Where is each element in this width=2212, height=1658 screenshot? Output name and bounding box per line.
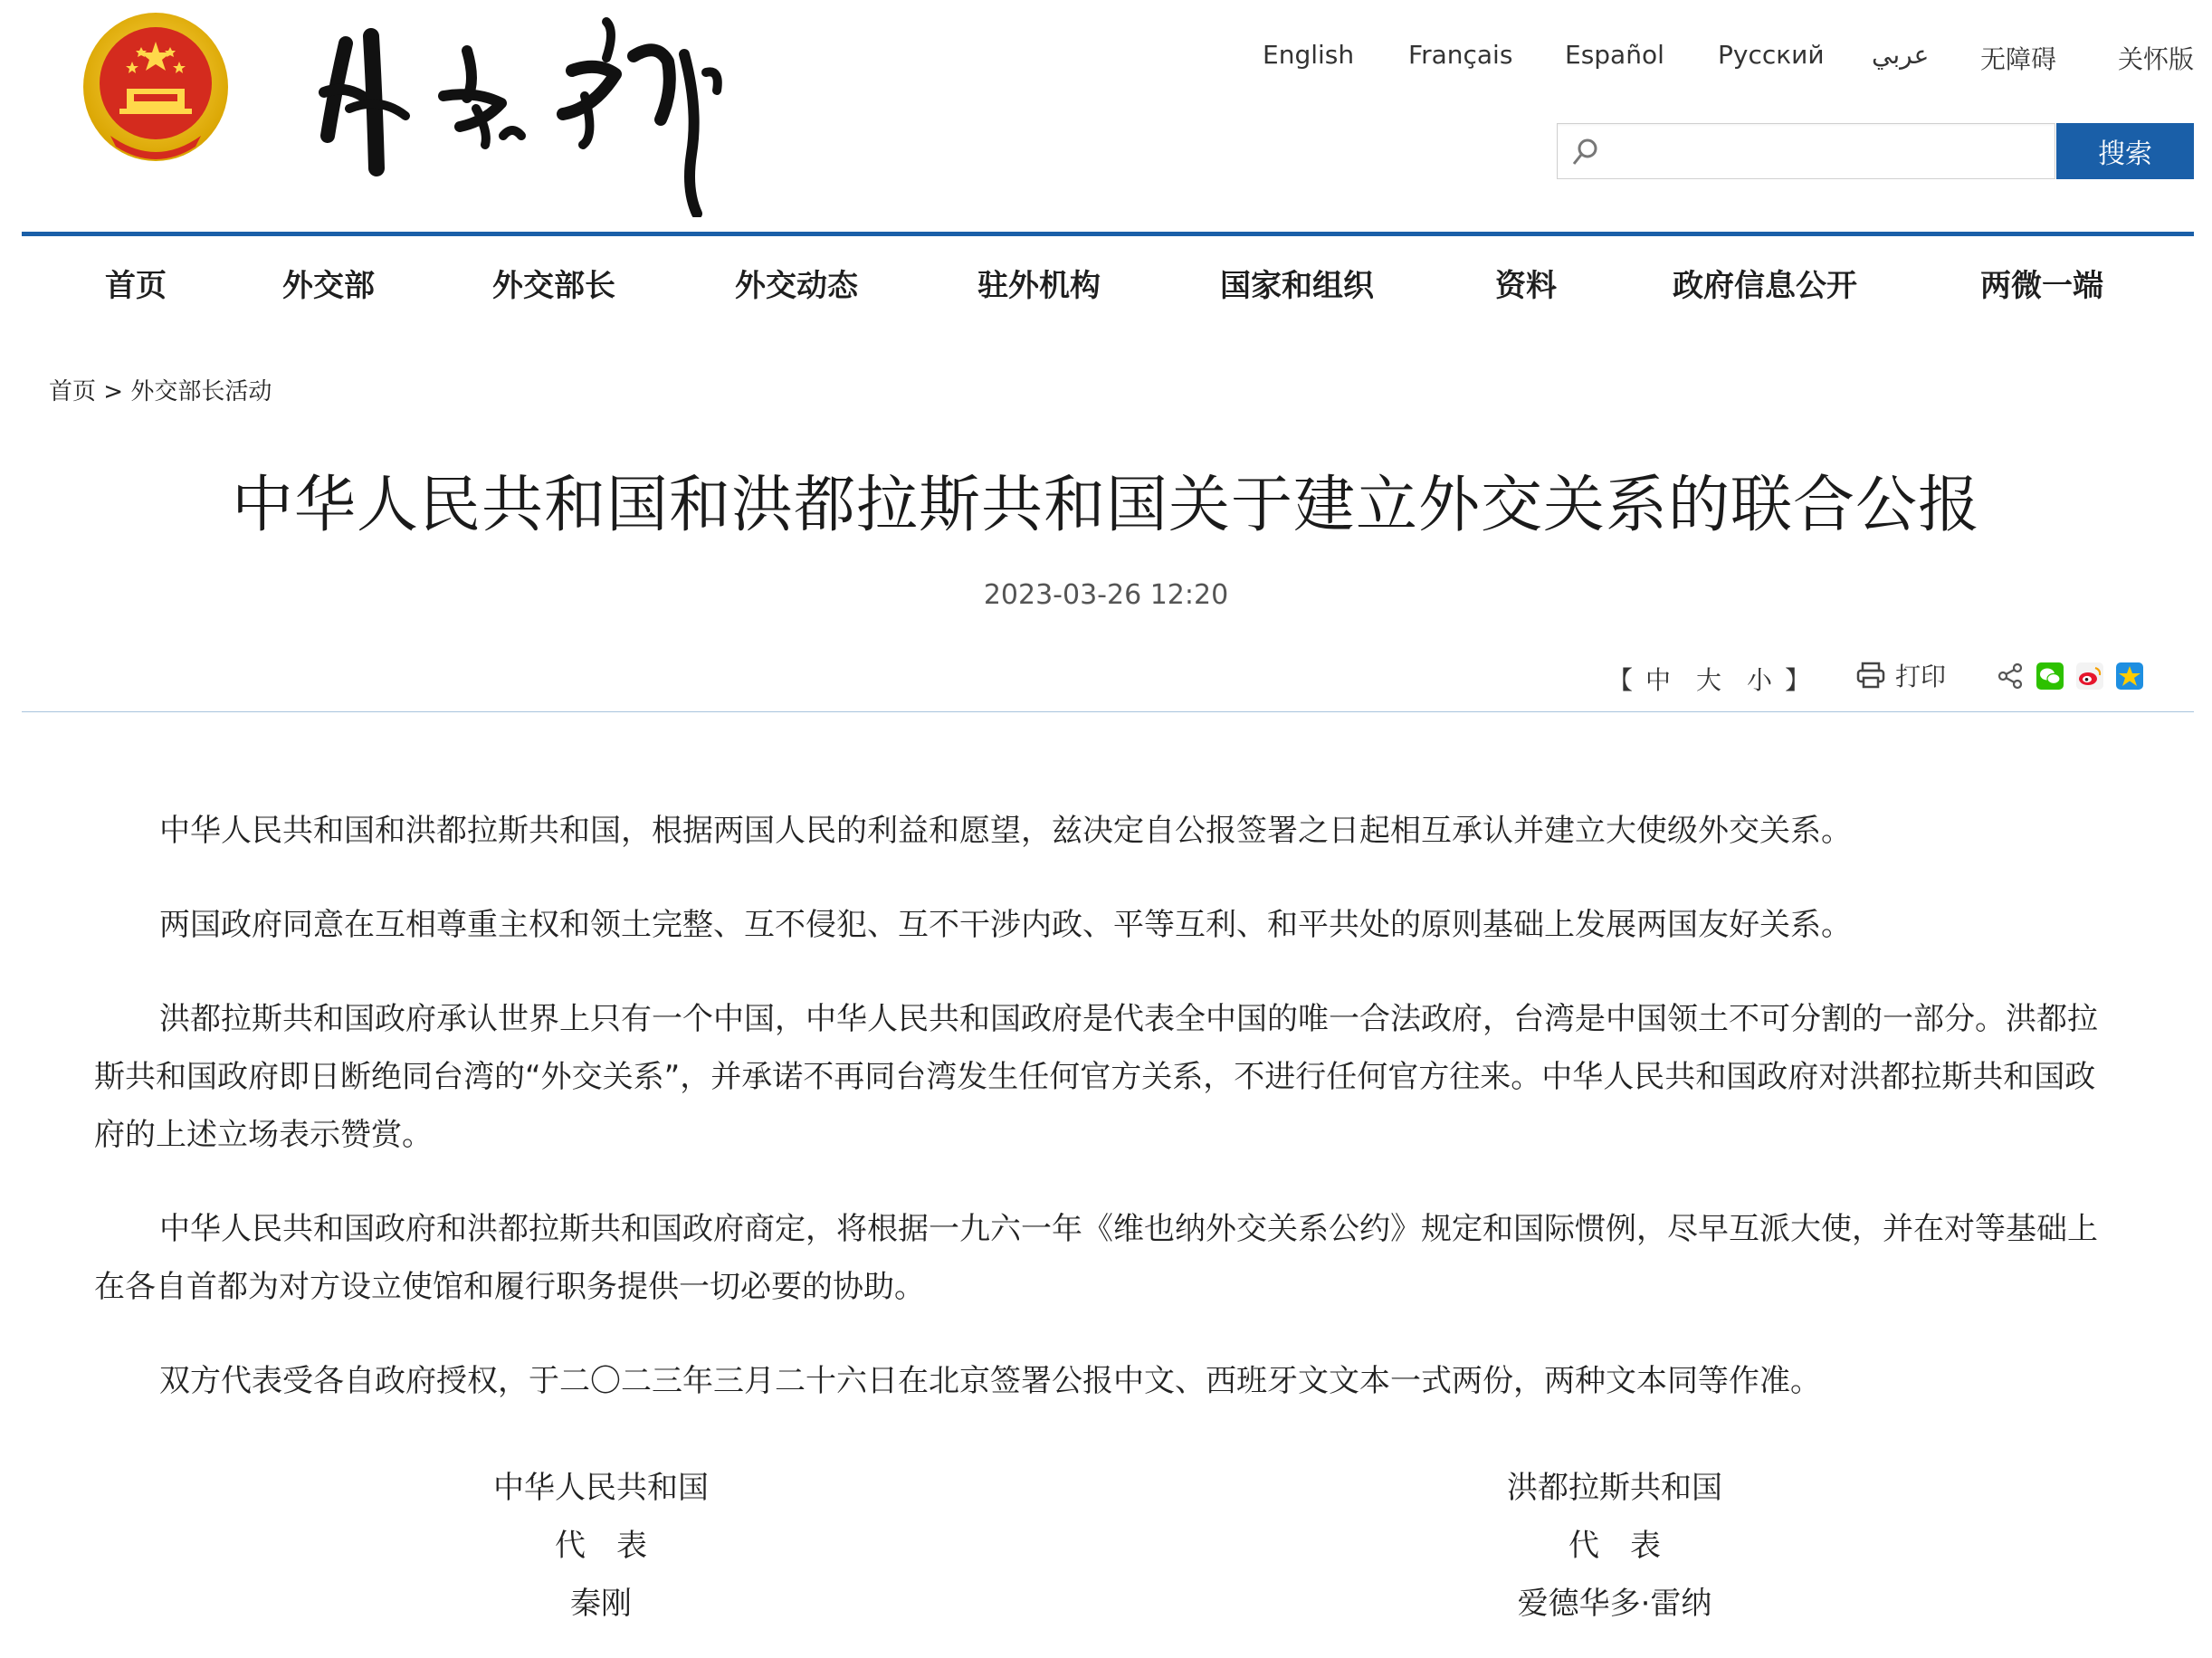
nav-divider <box>22 232 2194 236</box>
signature-block-honduras <box>1434 1463 1796 1636</box>
nav-item-ministry[interactable]: 外交部 <box>282 268 375 304</box>
nav-item-diplomatic-news[interactable]: 外交动态 <box>735 268 858 304</box>
nav-item-government-info[interactable]: 政府信息公开 <box>1673 268 1857 304</box>
lang-english-link[interactable]: English <box>1263 40 1355 70</box>
search-box <box>1557 123 2055 179</box>
accessibility-link[interactable]: 无障碍 <box>1980 44 2057 74</box>
ministry-calligraphy-logo[interactable] <box>308 9 733 217</box>
article-title: 中华人民共和国和洪都拉斯共和国关于建立外交关系的联合公报 <box>231 470 1980 541</box>
nav-item-resources[interactable]: 资料 <box>1495 268 1557 304</box>
publish-date: 2023-03-26 12:20 <box>983 579 1229 611</box>
signature-block-china <box>420 1463 782 1636</box>
breadcrumb-current-link[interactable]: 外交部长活动 <box>130 378 272 405</box>
signatory-role: 代 表 <box>1568 1528 1661 1564</box>
signatory-role: 代 表 <box>555 1528 647 1564</box>
wechat-icon[interactable] <box>2036 662 2064 690</box>
elderly-care-version-link[interactable]: 关怀版 <box>2118 44 2195 74</box>
printer-icon <box>1855 661 1886 690</box>
signatory-country: 中华人民共和国 <box>493 1470 709 1506</box>
print-label: 打印 <box>1895 662 1947 691</box>
article-paragraph: 洪都拉斯共和国政府承认世界上只有一个中国，中华人民共和国政府是代表全中国的唯一合法政府，台湾是中国领土不可分割的一部分。洪都拉斯共和国政府即日断绝同台湾的“外交关系”，并承诺不再同台湾发生任何官方关系，不进行任何官方往来。中华人民共和国政府对洪都拉斯共和国政府的上述立场表示赞赏。 <box>94 1001 2098 1153</box>
article-paragraph: 中华人民共和国和洪都拉斯共和国，根据两国人民的利益和愿望，兹决定自公报签署之日起相互承认并建立大使级外交关系。 <box>159 813 1852 849</box>
content-divider <box>22 711 2194 712</box>
signatory-country: 洪都拉斯共和国 <box>1507 1470 1722 1506</box>
nav-item-countries-organizations[interactable]: 国家和组织 <box>1220 268 1374 304</box>
search-icon <box>1570 137 1599 167</box>
signatory-name: 爱德华多·雷纳 <box>1517 1586 1712 1622</box>
weibo-icon[interactable] <box>2076 662 2103 690</box>
qzone-icon[interactable] <box>2116 662 2143 690</box>
nav-item-home[interactable]: 首页 <box>105 268 167 304</box>
font-size-controls <box>1607 661 1810 697</box>
share-icon[interactable] <box>1997 662 2024 690</box>
lang-russian-link[interactable]: Русский <box>1718 40 1825 70</box>
bracket-open: 【 <box>1607 665 1634 695</box>
signatory-name: 秦刚 <box>570 1586 632 1622</box>
print-button[interactable] <box>1855 657 1946 693</box>
font-size-large-button[interactable]: 中 <box>1645 665 1672 695</box>
article-paragraph: 中华人民共和国政府和洪都拉斯共和国政府商定，将根据一九六一年《维也纳外交关系公约》规定和国际惯例，尽早互派大使，并在对等基础上在各自首都为对方设立使馆和履行职务提供一切必要的协助。 <box>94 1211 2098 1305</box>
breadcrumb-separator: > <box>103 378 124 405</box>
font-size-small-button[interactable]: 小 <box>1747 665 1773 695</box>
search-button[interactable]: 搜索 <box>2056 123 2194 179</box>
article-paragraph: 双方代表受各自政府授权，于二〇二三年三月二十六日在北京签署公报中文、西班牙文文本一式两份，两种文本同等作准。 <box>159 1363 1821 1399</box>
national-emblem-logo[interactable] <box>78 9 234 170</box>
lang-spanish-link[interactable]: Español <box>1565 40 1664 70</box>
breadcrumb <box>49 373 272 406</box>
lang-french-link[interactable]: Français <box>1408 40 1513 70</box>
bracket-close: 】 <box>1785 665 1811 695</box>
search-input[interactable] <box>1612 124 2050 178</box>
nav-item-social-media[interactable]: 两微一端 <box>1980 268 2103 304</box>
nav-item-minister[interactable]: 外交部长 <box>492 268 615 304</box>
nav-item-missions-abroad[interactable]: 驻外机构 <box>977 268 1101 304</box>
breadcrumb-home-link[interactable]: 首页 <box>49 378 97 405</box>
article-paragraph: 两国政府同意在互相尊重主权和领土完整、互不侵犯、互不干涉内政、平等互利、和平共处的原则基础上发展两国友好关系。 <box>159 907 1852 943</box>
font-size-medium-button[interactable]: 大 <box>1696 665 1722 695</box>
lang-arabic-link[interactable]: عربي <box>1872 40 1930 70</box>
